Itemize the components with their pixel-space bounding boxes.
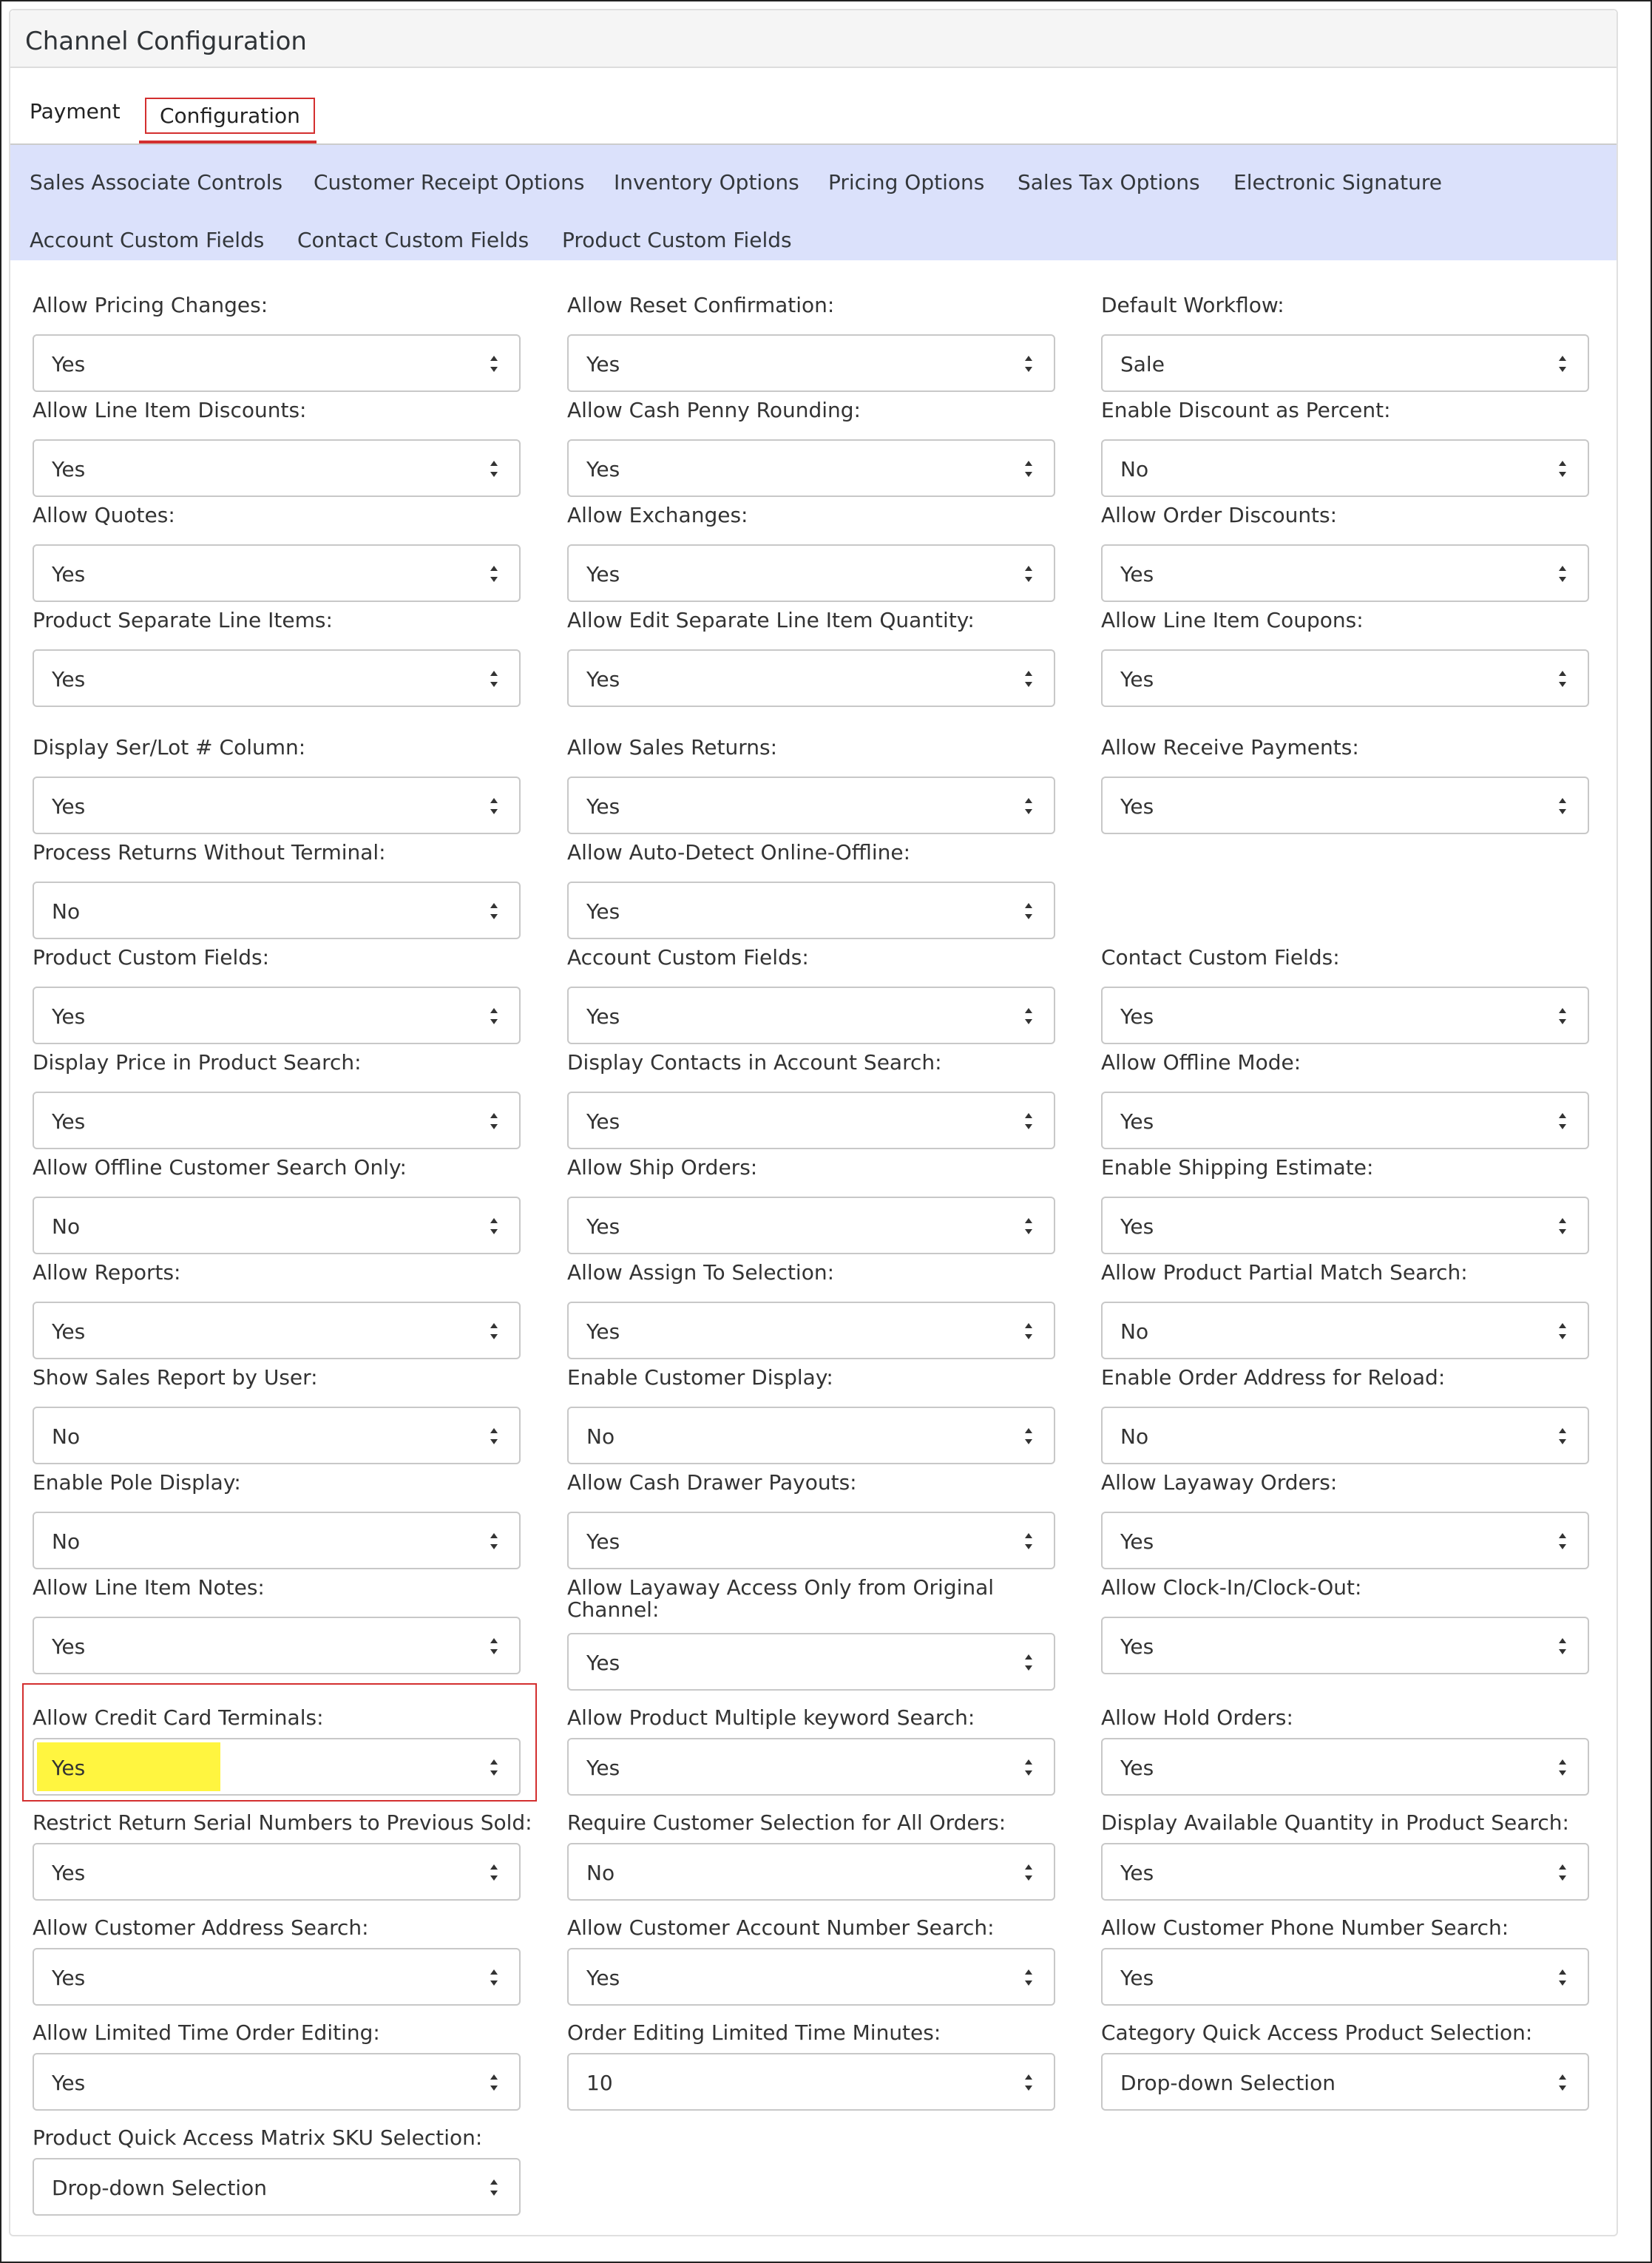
display-price-in-product-search-select[interactable] — [33, 1092, 521, 1149]
allow-edit-separate-line-item-quantity-label: Allow Edit Separate Line Item Quantity: — [567, 608, 975, 632]
allow-reset-confirmation-select[interactable] — [567, 334, 1055, 392]
sort-arrows-icon — [1023, 457, 1035, 481]
allow-line-item-discounts-select[interactable] — [33, 439, 521, 497]
allow-offline-customer-search-only-select[interactable] — [33, 1197, 521, 1254]
select-value: Yes — [586, 1109, 620, 1134]
allow-customer-phone-number-search-select[interactable] — [1101, 1948, 1589, 2006]
select-value: Yes — [586, 667, 620, 691]
sort-arrows-icon — [488, 1319, 500, 1343]
allow-reports-label: Allow Reports: — [33, 1260, 181, 1285]
display-price-in-product-search-label: Display Price in Product Search: — [33, 1050, 362, 1075]
process-returns-without-terminal-label: Process Returns Without Terminal: — [33, 840, 386, 865]
sort-arrows-icon — [1557, 1529, 1568, 1553]
enable-discount-as-percent-label: Enable Discount as Percent: — [1101, 398, 1391, 422]
allow-receive-payments-label: Allow Receive Payments: — [1101, 735, 1359, 760]
section-nav — [10, 145, 1617, 260]
allow-product-partial-match-search-select[interactable] — [1101, 1302, 1589, 1359]
allow-offline-mode-label: Allow Offline Mode: — [1101, 1050, 1301, 1075]
nav-pricing-options[interactable]: Pricing Options — [828, 170, 985, 194]
select-value: Yes — [1120, 562, 1154, 586]
allow-cash-penny-rounding-label: Allow Cash Penny Rounding: — [567, 398, 861, 422]
allow-cash-penny-rounding-select[interactable] — [567, 439, 1055, 497]
select-value: Yes — [586, 899, 620, 924]
product-custom-fields-label: Product Custom Fields: — [33, 945, 270, 970]
allow-layaway-orders-label: Allow Layaway Orders: — [1101, 1470, 1338, 1495]
category-quick-access-product-selection-select[interactable] — [1101, 2053, 1589, 2111]
sort-arrows-icon — [1557, 1966, 1568, 1989]
select-value: Yes — [1120, 1756, 1154, 1780]
select-value: Sale — [1120, 352, 1165, 376]
select-value: Yes — [1120, 1529, 1154, 1554]
nav-customer-receipt-options[interactable]: Customer Receipt Options — [314, 170, 585, 194]
sort-arrows-icon — [1557, 1319, 1568, 1343]
nav-product-custom-fields[interactable]: Product Custom Fields — [562, 228, 792, 252]
select-value: No — [52, 899, 81, 924]
sort-arrows-icon — [488, 667, 500, 691]
allow-sales-returns-label: Allow Sales Returns: — [567, 735, 778, 760]
sort-arrows-icon — [1557, 1004, 1568, 1028]
allow-layaway-orders-select[interactable] — [1101, 1512, 1589, 1569]
sort-arrows-icon — [1557, 1634, 1568, 1658]
panel-title: Channel Configuration — [25, 27, 307, 56]
allow-reports-select[interactable] — [33, 1302, 521, 1359]
tab-payment[interactable]: Payment — [30, 99, 121, 124]
allow-customer-address-search-select[interactable] — [33, 1948, 521, 2006]
allow-line-item-coupons-select[interactable] — [1101, 649, 1589, 707]
allow-limited-time-order-editing-label: Allow Limited Time Order Editing: — [33, 2020, 380, 2045]
select-value: Yes — [52, 1319, 86, 1344]
allow-clock-in-clock-out-label: Allow Clock-In/Clock-Out: — [1101, 1575, 1362, 1600]
allow-product-partial-match-search-label: Allow Product Partial Match Search: — [1101, 1260, 1468, 1285]
allow-ship-orders-label: Allow Ship Orders: — [567, 1155, 758, 1180]
default-workflow-select[interactable] — [1101, 334, 1589, 392]
enable-pole-display-label: Enable Pole Display: — [33, 1470, 241, 1495]
sort-arrows-icon — [1023, 1651, 1035, 1674]
select-value: No — [52, 1214, 81, 1239]
sort-arrows-icon — [1557, 457, 1568, 481]
allow-order-discounts-label: Allow Order Discounts: — [1101, 503, 1338, 527]
select-value: No — [1120, 457, 1149, 481]
allow-credit-card-terminals-label: Allow Credit Card Terminals: — [33, 1705, 324, 1730]
select-value: Yes — [52, 1109, 86, 1134]
sort-arrows-icon — [1023, 1424, 1035, 1448]
allow-layaway-access-only-from-original-channel-label: Allow Layaway Access Only from Original Channel: — [567, 1575, 995, 1622]
sort-arrows-icon — [488, 1634, 500, 1658]
sort-arrows-icon — [1023, 899, 1035, 923]
default-workflow-label: Default Workflow: — [1101, 293, 1284, 317]
select-value: Yes — [1120, 1109, 1154, 1134]
category-quick-access-product-selection-label: Category Quick Access Product Selection: — [1101, 2020, 1533, 2045]
select-value: Yes — [586, 562, 620, 586]
allow-customer-phone-number-search-label: Allow Customer Phone Number Search: — [1101, 1915, 1509, 1940]
select-value: Yes — [52, 562, 86, 586]
allow-pricing-changes-label: Allow Pricing Changes: — [33, 293, 268, 317]
allow-sales-returns-select[interactable] — [567, 777, 1055, 834]
allow-line-item-coupons-label: Allow Line Item Coupons: — [1101, 608, 1364, 632]
display-ser-lot-column-label: Display Ser/Lot # Column: — [33, 735, 306, 760]
panel-header — [10, 10, 1617, 68]
allow-offline-mode-select[interactable] — [1101, 1092, 1589, 1149]
enable-discount-as-percent-select[interactable] — [1101, 439, 1589, 497]
allow-reset-confirmation-label: Allow Reset Confirmation: — [567, 293, 835, 317]
sort-arrows-icon — [1557, 1424, 1568, 1448]
select-value: Drop-down Selection — [52, 2176, 267, 2200]
select-value: Yes — [1120, 1214, 1154, 1239]
sort-arrows-icon — [1557, 352, 1568, 376]
sort-arrows-icon — [1557, 1756, 1568, 1779]
sort-arrows-icon — [1557, 1861, 1568, 1884]
sort-arrows-icon — [1023, 667, 1035, 691]
select-value: Yes — [52, 667, 86, 691]
sort-arrows-icon — [1557, 562, 1568, 586]
sort-arrows-icon — [488, 1004, 500, 1028]
select-value: Yes — [1120, 794, 1154, 819]
select-value: Yes — [1120, 1004, 1154, 1029]
restrict-return-serial-numbers-to-previous-sold-select[interactable] — [33, 1843, 521, 1901]
sort-arrows-icon — [488, 1214, 500, 1238]
display-available-quantity-in-product-search-label: Display Available Quantity in Product Search: — [1101, 1810, 1569, 1835]
product-quick-access-matrix-sku-selection-label: Product Quick Access Matrix SKU Selection: — [33, 2125, 483, 2150]
select-value: No — [1120, 1319, 1149, 1344]
enable-shipping-estimate-label: Enable Shipping Estimate: — [1101, 1155, 1374, 1180]
allow-product-multiple-keyword-search-label: Allow Product Multiple keyword Search: — [567, 1705, 975, 1730]
sort-arrows-icon — [488, 2071, 500, 2094]
display-ser-lot-column-select[interactable] — [33, 777, 521, 834]
sort-arrows-icon — [488, 1861, 500, 1884]
allow-exchanges-select[interactable] — [567, 544, 1055, 602]
select-value: Yes — [52, 1861, 86, 1885]
allow-pricing-changes-select[interactable] — [33, 334, 521, 392]
contact-custom-fields-label: Contact Custom Fields: — [1101, 945, 1340, 970]
allow-order-discounts-select[interactable] — [1101, 544, 1589, 602]
select-value: Yes — [52, 352, 86, 376]
sort-arrows-icon — [1023, 352, 1035, 376]
allow-line-item-notes-label: Allow Line Item Notes: — [33, 1575, 265, 1600]
order-editing-limited-time-minutes-label: Order Editing Limited Time Minutes: — [567, 2020, 941, 2045]
select-value: Yes — [52, 1634, 86, 1659]
sort-arrows-icon — [1023, 1529, 1035, 1553]
enable-customer-display-label: Enable Customer Display: — [567, 1365, 833, 1390]
select-value: Yes — [586, 1756, 620, 1780]
sort-arrows-icon — [1023, 1966, 1035, 1989]
show-sales-report-by-user-select[interactable] — [33, 1407, 521, 1464]
sort-arrows-icon — [1557, 1214, 1568, 1238]
sort-arrows-icon — [488, 562, 500, 586]
select-value: Yes — [1120, 1861, 1154, 1885]
allow-clock-in-clock-out-select[interactable] — [1101, 1617, 1589, 1674]
allow-product-multiple-keyword-search-select[interactable] — [567, 1738, 1055, 1796]
require-customer-selection-for-all-orders-select[interactable] — [567, 1843, 1055, 1901]
process-returns-without-terminal-select[interactable] — [33, 882, 521, 939]
nav-sales-associate-controls[interactable]: Sales Associate Controls — [30, 170, 283, 194]
sort-arrows-icon — [488, 352, 500, 376]
sort-arrows-icon — [1023, 1756, 1035, 1779]
select-value: Yes — [52, 1004, 86, 1029]
select-value: 10 — [586, 2071, 613, 2095]
select-value: No — [586, 1424, 615, 1449]
select-value: Yes — [586, 1651, 620, 1675]
allow-auto-detect-online-offline-select[interactable] — [567, 882, 1055, 939]
select-value: Yes — [586, 1214, 620, 1239]
restrict-return-serial-numbers-to-previous-sold-label: Restrict Return Serial Numbers to Previous Sold: — [33, 1810, 532, 1835]
allow-credit-card-terminals-select[interactable] — [33, 1738, 521, 1796]
sort-arrows-icon — [488, 1109, 500, 1133]
allow-offline-customer-search-only-label: Allow Offline Customer Search Only: — [33, 1155, 407, 1180]
sort-arrows-icon — [1023, 1861, 1035, 1884]
nav-account-custom-fields[interactable]: Account Custom Fields — [30, 228, 265, 252]
select-value: Yes — [586, 1966, 620, 1990]
select-value: Yes — [586, 352, 620, 376]
sort-arrows-icon — [1023, 1109, 1035, 1133]
select-value: No — [52, 1529, 81, 1554]
sort-arrows-icon — [1023, 562, 1035, 586]
sort-arrows-icon — [488, 1966, 500, 1989]
sort-arrows-icon — [1557, 794, 1568, 818]
select-value: Drop-down Selection — [1120, 2071, 1336, 2095]
sort-arrows-icon — [1023, 1319, 1035, 1343]
select-value: No — [1120, 1424, 1149, 1449]
allow-customer-address-search-label: Allow Customer Address Search: — [33, 1915, 369, 1940]
allow-assign-to-selection-select[interactable] — [567, 1302, 1055, 1359]
sort-arrows-icon — [1023, 1004, 1035, 1028]
select-value: Yes — [52, 1966, 86, 1990]
allow-ship-orders-select[interactable] — [567, 1197, 1055, 1254]
nav-sales-tax-options[interactable]: Sales Tax Options — [1018, 170, 1200, 194]
select-value: Yes — [1120, 1634, 1154, 1659]
select-value: Yes — [1120, 1966, 1154, 1990]
enable-order-address-for-reload-select[interactable] — [1101, 1407, 1589, 1464]
product-custom-fields-select[interactable] — [33, 987, 521, 1044]
select-value: Yes — [52, 2071, 86, 2095]
select-value: Yes — [52, 794, 86, 819]
nav-contact-custom-fields[interactable]: Contact Custom Fields — [297, 228, 529, 252]
sort-arrows-icon — [1023, 794, 1035, 818]
sort-arrows-icon — [1023, 2071, 1035, 2094]
allow-customer-account-number-search-select[interactable] — [567, 1948, 1055, 2006]
sort-arrows-icon — [1557, 1109, 1568, 1133]
allow-auto-detect-online-offline-label: Allow Auto-Detect Online-Offline: — [567, 840, 911, 865]
allow-assign-to-selection-label: Allow Assign To Selection: — [567, 1260, 835, 1285]
account-custom-fields-select[interactable] — [567, 987, 1055, 1044]
sort-arrows-icon — [488, 457, 500, 481]
display-contacts-in-account-search-label: Display Contacts in Account Search: — [567, 1050, 942, 1075]
sort-arrows-icon — [488, 2176, 500, 2199]
allow-customer-account-number-search-label: Allow Customer Account Number Search: — [567, 1915, 995, 1940]
select-value: Yes — [52, 457, 86, 481]
select-value: Yes — [586, 1004, 620, 1029]
sort-arrows-icon — [1557, 2071, 1568, 2094]
allow-cash-drawer-payouts-select[interactable] — [567, 1512, 1055, 1569]
allow-cash-drawer-payouts-label: Allow Cash Drawer Payouts: — [567, 1470, 857, 1495]
select-value: Yes — [52, 1756, 86, 1780]
allow-limited-time-order-editing-select[interactable] — [33, 2053, 521, 2111]
select-value: Yes — [586, 457, 620, 481]
allow-quotes-label: Allow Quotes: — [33, 503, 175, 527]
allow-line-item-discounts-label: Allow Line Item Discounts: — [33, 398, 307, 422]
select-value: No — [52, 1424, 81, 1449]
enable-customer-display-select[interactable] — [567, 1407, 1055, 1464]
enable-pole-display-select[interactable] — [33, 1512, 521, 1569]
sort-arrows-icon — [488, 899, 500, 923]
nav-electronic-signature[interactable]: Electronic Signature — [1233, 170, 1442, 194]
allow-quotes-select[interactable] — [33, 544, 521, 602]
contact-custom-fields-select[interactable] — [1101, 987, 1589, 1044]
display-contacts-in-account-search-select[interactable] — [567, 1092, 1055, 1149]
select-value: Yes — [1120, 667, 1154, 691]
allow-edit-separate-line-item-quantity-select[interactable] — [567, 649, 1055, 707]
allow-receive-payments-select[interactable] — [1101, 777, 1589, 834]
allow-hold-orders-label: Allow Hold Orders: — [1101, 1705, 1293, 1730]
allow-exchanges-label: Allow Exchanges: — [567, 503, 748, 527]
allow-layaway-access-only-from-original-channel-select[interactable] — [567, 1633, 1055, 1691]
select-value: Yes — [586, 1529, 620, 1554]
sort-arrows-icon — [488, 794, 500, 818]
enable-shipping-estimate-select[interactable] — [1101, 1197, 1589, 1254]
allow-hold-orders-select[interactable] — [1101, 1738, 1589, 1796]
product-separate-line-items-label: Product Separate Line Items: — [33, 608, 333, 632]
require-customer-selection-for-all-orders-label: Require Customer Selection for All Orders: — [567, 1810, 1006, 1835]
show-sales-report-by-user-label: Show Sales Report by User: — [33, 1365, 318, 1390]
allow-line-item-notes-select[interactable] — [33, 1617, 521, 1674]
product-separate-line-items-select[interactable] — [33, 649, 521, 707]
select-value: Yes — [586, 1319, 620, 1344]
sort-arrows-icon — [488, 1424, 500, 1448]
tab-configuration[interactable]: Configuration — [145, 98, 315, 134]
sort-arrows-icon — [488, 1529, 500, 1553]
account-custom-fields-label: Account Custom Fields: — [567, 945, 809, 970]
enable-order-address-for-reload-label: Enable Order Address for Reload: — [1101, 1365, 1446, 1390]
sort-arrows-icon — [1557, 667, 1568, 691]
sort-arrows-icon — [1023, 1214, 1035, 1238]
display-available-quantity-in-product-search-select[interactable] — [1101, 1843, 1589, 1901]
sort-arrows-icon — [488, 1756, 500, 1779]
nav-inventory-options[interactable]: Inventory Options — [614, 170, 799, 194]
select-value: No — [586, 1861, 615, 1885]
select-value: Yes — [586, 794, 620, 819]
order-editing-limited-time-minutes-select[interactable] — [567, 2053, 1055, 2111]
product-quick-access-matrix-sku-selection-select[interactable] — [33, 2158, 521, 2216]
